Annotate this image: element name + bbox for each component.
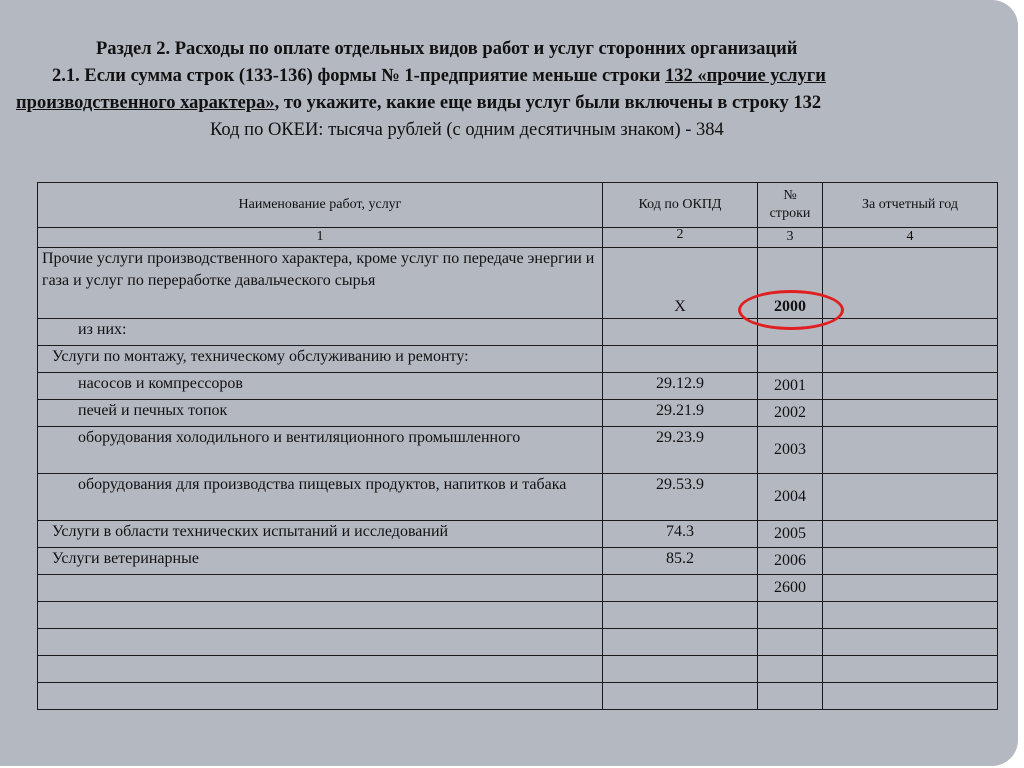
row-name: насосов и компрессоров: [38, 373, 603, 400]
row-value[interactable]: [823, 427, 998, 474]
row-line: 2005: [758, 521, 823, 548]
table-row: [38, 346, 998, 373]
instruction-line-1: 2.1. Если сумма строк (133-136) формы № 1-предприятие меньше строки 132 «прочие услуги: [52, 66, 826, 86]
row-line: 2004: [758, 474, 823, 521]
empty-cell[interactable]: [603, 683, 758, 710]
table-row: [38, 373, 998, 400]
header-line-number: № строки: [758, 183, 823, 228]
row-line: 2003: [758, 427, 823, 474]
table-row: [38, 248, 998, 319]
row-name: Услуги по монтажу, техническому обслуживанию и ремонту:: [38, 346, 603, 373]
empty-cell[interactable]: [603, 656, 758, 683]
line-132-reference-cont: производственного характера»: [16, 93, 275, 113]
empty-cell[interactable]: [758, 683, 823, 710]
empty-row: [38, 629, 998, 656]
row-okpd: [603, 346, 758, 373]
table-row: [38, 521, 998, 548]
empty-cell[interactable]: [758, 629, 823, 656]
line-132-reference: 132 «прочие услуги: [665, 66, 826, 86]
table-row: [38, 319, 998, 346]
col-number: 1: [38, 228, 603, 248]
empty-cell[interactable]: [758, 602, 823, 629]
expenses-table: [37, 182, 998, 710]
header-name: Наименование работ, услуг: [38, 183, 603, 228]
row-name: из них:: [38, 319, 603, 346]
row-line: 2000: [758, 248, 823, 319]
empty-cell[interactable]: [603, 629, 758, 656]
instruction-line-2: производственного характера», то укажите, какие еще виды услуг были включены в строку 132: [16, 93, 822, 113]
header-okpd: Код по ОКПД: [603, 183, 758, 228]
empty-cell[interactable]: [823, 629, 998, 656]
empty-cell[interactable]: [38, 602, 603, 629]
empty-row: [38, 602, 998, 629]
row-value[interactable]: [823, 575, 998, 602]
row-okpd: Х: [603, 248, 758, 319]
table-row: [38, 548, 998, 575]
empty-cell[interactable]: [823, 656, 998, 683]
empty-cell[interactable]: [38, 656, 603, 683]
row-okpd: [603, 319, 758, 346]
section-heading: [0, 36, 1024, 144]
row-line: 2600: [758, 575, 823, 602]
col-number: 2: [603, 228, 758, 248]
table-row: [38, 575, 998, 602]
empty-cell[interactable]: [38, 629, 603, 656]
row-okpd: 29.21.9: [603, 400, 758, 427]
col-number: 4: [823, 228, 998, 248]
row-line: 2001: [758, 373, 823, 400]
row-okpd: 29.12.9: [603, 373, 758, 400]
row-name: печей и печных топок: [38, 400, 603, 427]
empty-cell[interactable]: [758, 656, 823, 683]
highlight-ellipse: [738, 290, 844, 330]
row-okpd: 29.53.9: [603, 474, 758, 521]
empty-row: [38, 656, 998, 683]
row-value[interactable]: [823, 248, 998, 319]
row-value[interactable]: [823, 346, 998, 373]
empty-cell[interactable]: [38, 683, 603, 710]
row-value[interactable]: [823, 474, 998, 521]
row-name: оборудования для производства пищевых продуктов, напитков и табака: [38, 474, 603, 521]
row-line: [758, 346, 823, 373]
row-line: 2002: [758, 400, 823, 427]
row-name: Прочие услуги производственного характера, кроме услуг по передаче энергии и газа и услуг по переработке давальческого сырья: [38, 248, 603, 319]
row-name[interactable]: [38, 575, 603, 602]
row-value[interactable]: [823, 548, 998, 575]
table-row: [38, 400, 998, 427]
row-value[interactable]: [823, 373, 998, 400]
column-number-row: [38, 228, 998, 248]
row-value[interactable]: [823, 400, 998, 427]
row-okpd[interactable]: [603, 575, 758, 602]
empty-row: [38, 683, 998, 710]
col-number: 3: [758, 228, 823, 248]
table-row: [38, 474, 998, 521]
header-reporting-year: За отчетный год: [823, 183, 998, 228]
section-title: Раздел 2. Расходы по оплате отдельных видов работ и услуг сторонних организаций: [96, 39, 798, 59]
row-value[interactable]: [823, 521, 998, 548]
empty-cell[interactable]: [823, 683, 998, 710]
row-name: Услуги в области технических испытаний и исследований: [38, 521, 603, 548]
row-okpd: 29.23.9: [603, 427, 758, 474]
row-okpd: 85.2: [603, 548, 758, 575]
row-name: Услуги ветеринарные: [38, 548, 603, 575]
row-name: оборудования холодильного и вентиляционного промышленного: [38, 427, 603, 474]
row-value[interactable]: [823, 319, 998, 346]
row-line: 2006: [758, 548, 823, 575]
table-header-row: [38, 183, 998, 228]
table-row: [38, 427, 998, 474]
row-okpd: 74.3: [603, 521, 758, 548]
empty-cell[interactable]: [603, 602, 758, 629]
empty-cell[interactable]: [823, 602, 998, 629]
okei-code-line: Код по ОКЕИ: тысяча рублей (с одним десятичным знаком) - 384: [210, 120, 724, 140]
